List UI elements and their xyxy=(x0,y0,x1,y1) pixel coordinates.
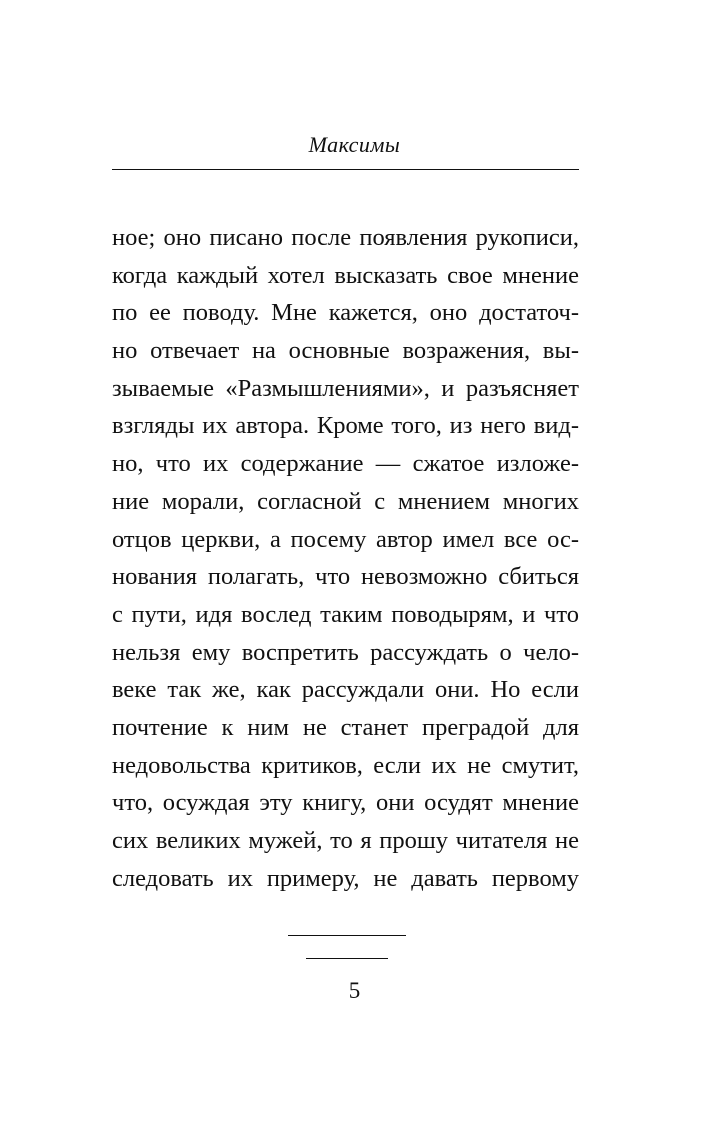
text-line: ное; оно писано после появления рукописи, xyxy=(112,224,579,251)
footer-rule-long xyxy=(288,935,406,936)
text-line: следовать их примеру, не давать первому xyxy=(112,864,579,892)
text-line: сих великих мужей, то я прошу читателя не xyxy=(112,827,579,854)
text-line: нельзя ему воспретить рассуждать о чело- xyxy=(112,638,579,666)
text-line: когда каждый хотел высказать свое мнение xyxy=(112,261,579,289)
text-line: но, что их содержание — сжатое изложе- xyxy=(112,450,579,478)
text-line: взгляды их автора. Кроме того, из него вид- xyxy=(112,412,579,440)
header-rule xyxy=(112,169,579,170)
text-line: но отвечает на основные возражения, вы- xyxy=(112,337,579,365)
footer-rule-short xyxy=(306,958,388,959)
text-line: отцов церкви, а посему автор имел все ос- xyxy=(112,525,579,553)
text-line: недовольства критиков, если их не смутит, xyxy=(112,751,579,779)
text-line: почтение к ним не станет преградой для xyxy=(112,713,579,741)
text-line: что, осуждая эту книгу, они осудят мнение xyxy=(112,789,579,817)
text-line: ние морали, согласной с мнением многих xyxy=(112,487,579,515)
page-number: 5 xyxy=(348,978,361,1003)
body-text xyxy=(112,219,579,897)
text-line: нования полагать, что невозможно сбиться xyxy=(112,563,579,591)
text-line: зываемые «Размышлениями», и разъясняет xyxy=(112,374,579,402)
running-head: Максимы xyxy=(308,132,401,157)
text-line: по ее поводу. Мне кажется, оно достаточ- xyxy=(112,299,579,327)
text-line: с пути, идя вослед таким поводырям, и что xyxy=(112,600,579,628)
text-line: веке так же, как рассуждали они. Но если xyxy=(112,676,579,704)
